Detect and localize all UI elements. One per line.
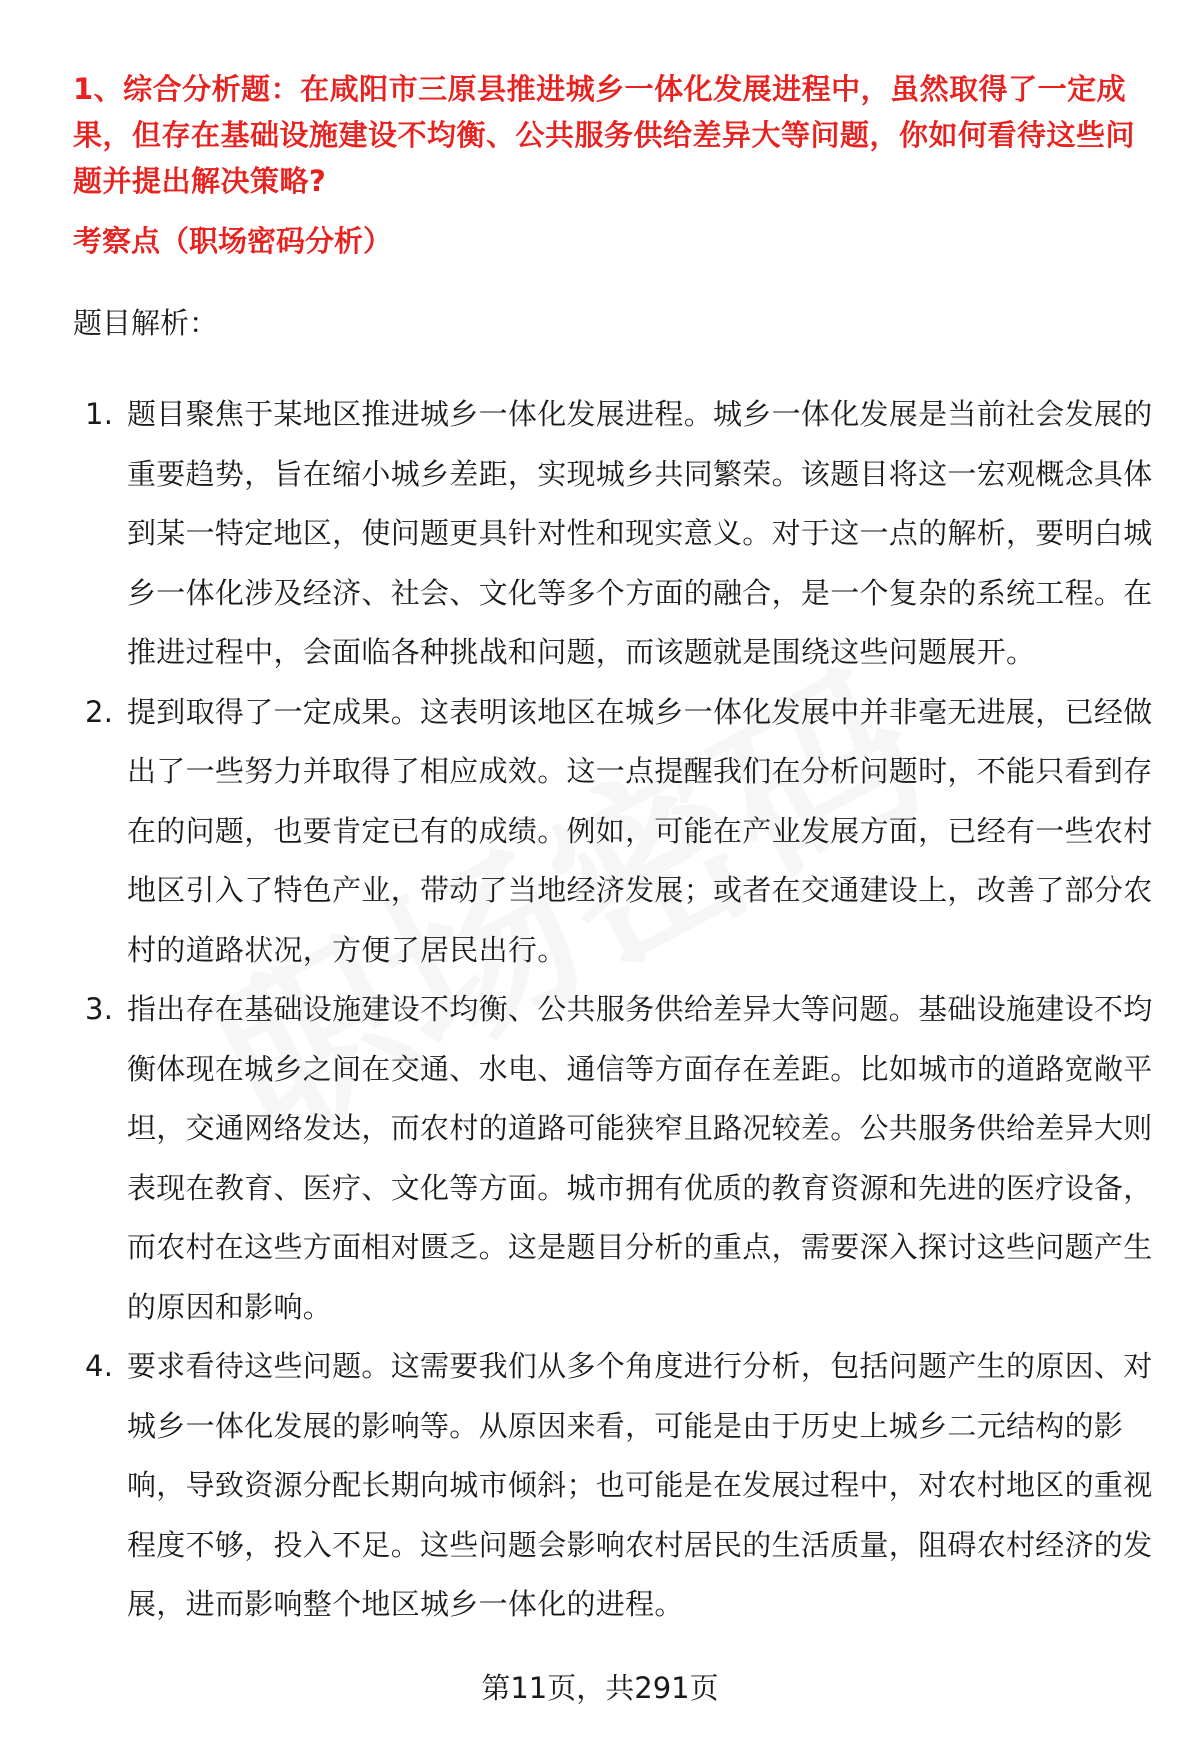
list-item-text: 要求看待这些问题。这需要我们从多个角度进行分析，包括问题产生的原因、对城乡一体化发展的影响等。从原因来看，可能是由于历史上城乡二元结构的影响，导致资源分配长期向城市倾斜；也可能是在发展过程中，对农村地区的重视程度不够，投入不足。这些问题会影响农村居民的生活质量，阻碍农村经济的发展，进而影响整个地区城乡一体化的进程。 xyxy=(127,1349,1153,1621)
section-subheading: 考察点（职场密码分析） xyxy=(73,224,393,258)
question-heading: 1、综合分析题：在咸阳市三原县推进城乡一体化发展进程中，虽然取得了一定成果，但存在基础设施建设不均衡、公共服务供给差异大等问题，你如何看待这些问题并提出解决策略? xyxy=(73,72,1136,198)
list-item-text: 指出存在基础设施建设不均衡、公共服务供给差异大等问题。基础设施建设不均衡体现在城乡之间在交通、水电、通信等方面存在差距。比如城市的道路宽敞平坦，交通网络发达，而农村的道路可能狭窄且路况较差。公共服务供给差异大则表现在教育、医疗、文化等方面。城市拥有优质的教育资源和先进的医疗设备，而农村在这些方面相对匮乏。这是题目分析的重点，需要深入探讨这些问题产生的原因和影响。 xyxy=(127,992,1153,1324)
analysis-list xyxy=(73,385,1153,1635)
list-item-text: 提到取得了一定成果。这表明该地区在城乡一体化发展中并非毫无进展，已经做出了一些努力并取得了相应成效。这一点提醒我们在分析问题时，不能只看到存在的问题，也要肯定已有的成绩。例如，可能在产业发展方面，已经有一些农村地区引入了特色产业，带动了当地经济发展；或者在交通建设上，改善了部分农村的道路状况，方便了居民出行。 xyxy=(127,694,1153,967)
list-item-number: 2. xyxy=(85,694,114,729)
list-item xyxy=(73,385,1153,683)
list-item xyxy=(73,1337,1153,1635)
list-item-text: 题目聚焦于某地区推进城乡一体化发展进程。城乡一体化发展是当前社会发展的重要趋势，旨在缩小城乡差距，实现城乡共同繁荣。该题目将这一宏观概念具体到某一特定地区，使问题更具针对性和现实意义。对于这一点的解析，要明白城乡一体化涉及经济、社会、文化等多个方面的融合，是一个复杂的系统工程。在推进过程中，会面临各种挑战和问题，而该题就是围绕这些问题展开。 xyxy=(127,397,1153,669)
list-item-number: 1. xyxy=(85,397,114,431)
analysis-intro: 题目解析： xyxy=(73,306,219,340)
list-item-number: 3. xyxy=(85,992,114,1026)
list-item xyxy=(73,683,1153,981)
list-item xyxy=(73,980,1153,1337)
list-item-number: 4. xyxy=(85,1349,114,1383)
page-footer: 第11页，共291页 xyxy=(481,1671,719,1705)
